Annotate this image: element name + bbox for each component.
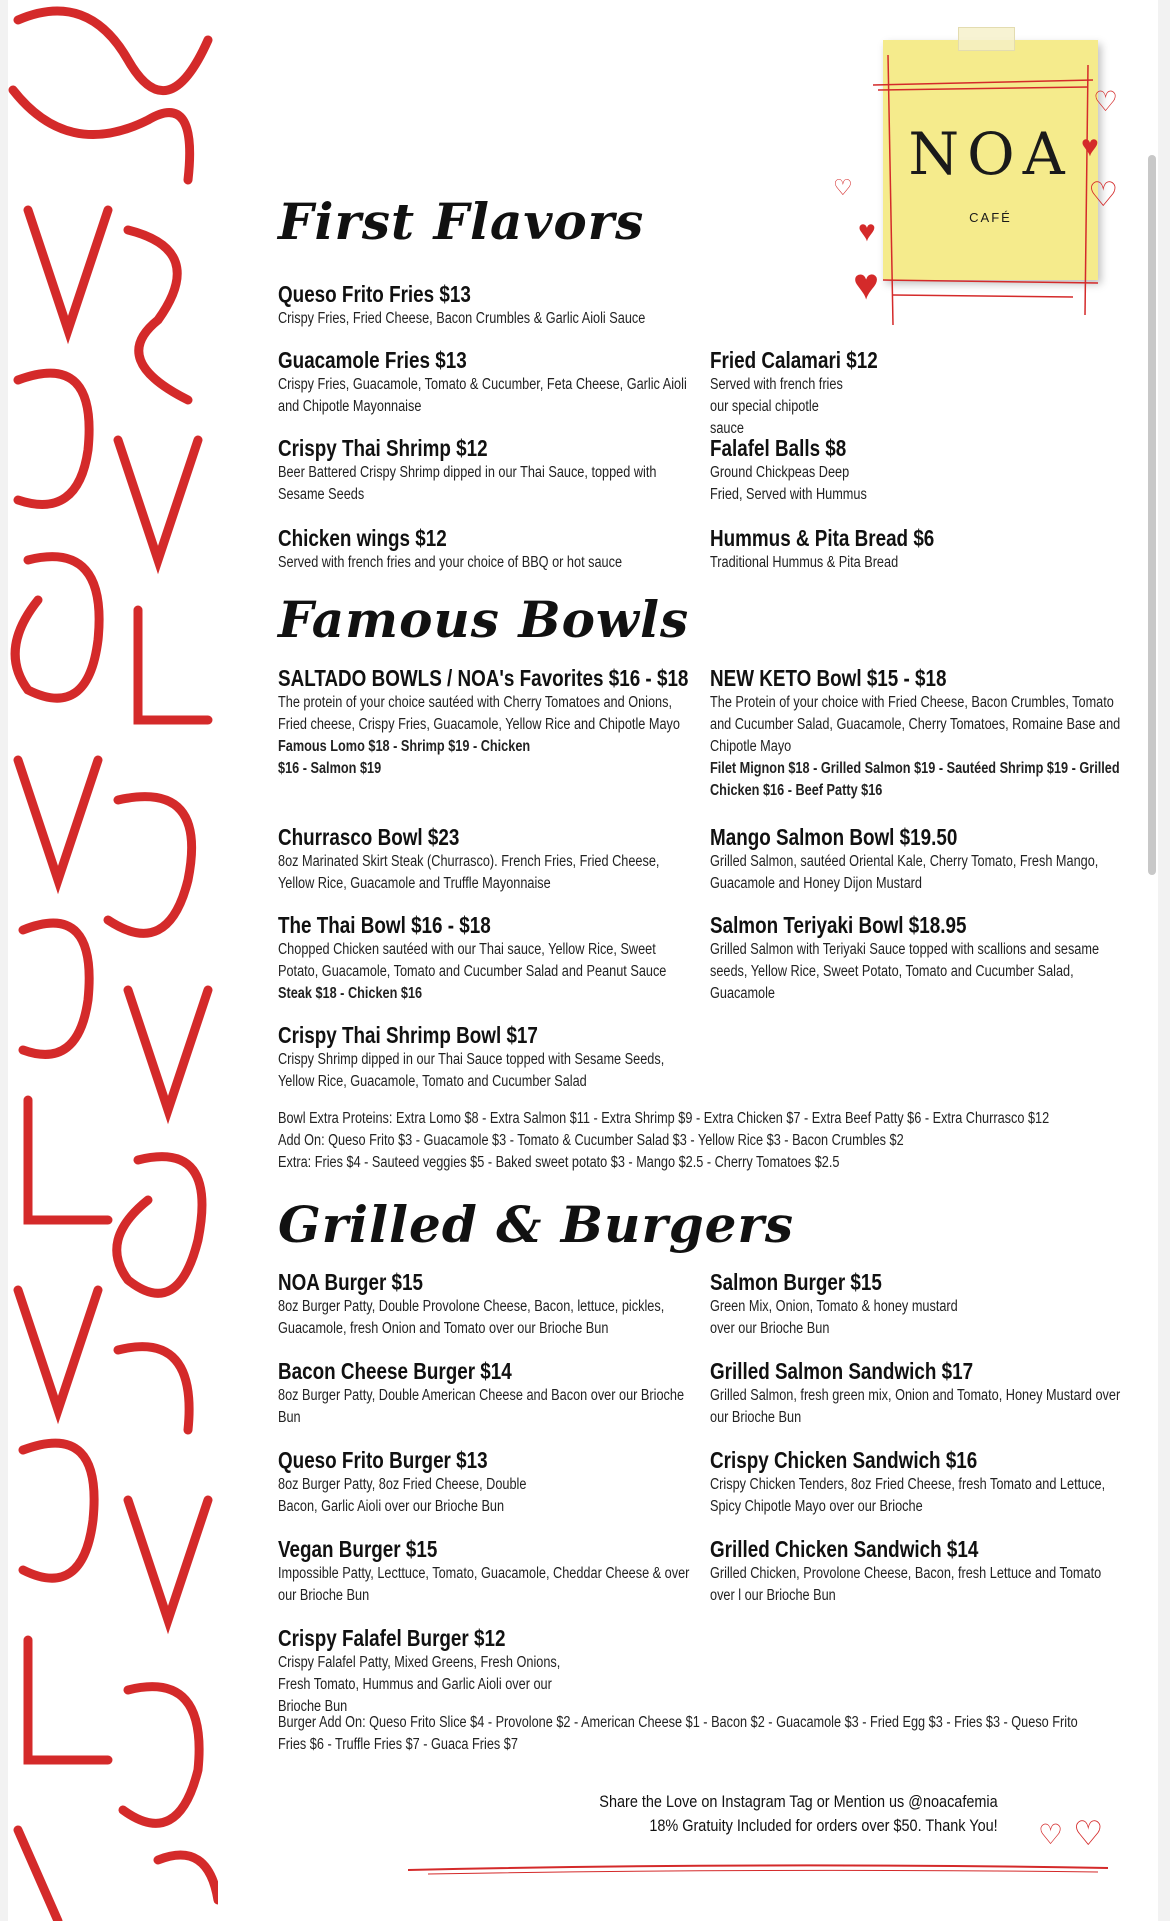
item-name: Salmon Teriyaki Bowl $18.95 (710, 912, 967, 938)
menu-item (278, 823, 698, 895)
menu-item (278, 434, 698, 506)
item-prices: Steak $18 - Chicken $16 (278, 985, 423, 1002)
item-name: Queso Frito Burger $13 (278, 1447, 488, 1473)
item-desc: Crispy Falafel Patty, Mixed Greens, Fresh Onions, Fresh Tomato, Hummus and Garlic Aioli over our Brioche Bun (278, 1654, 561, 1715)
love-pattern-decoration (8, 0, 218, 1921)
item-desc: 8oz Burger Patty, Double Provolone Cheese, Bacon, lettuce, pickles, Guacamole, fresh Onion and Tomato over our Brioche Bun (278, 1298, 665, 1337)
item-desc: Grilled Salmon, fresh green mix, Onion and Tomato, Honey Mustard over our Brioche Bun (710, 1387, 1121, 1426)
item-desc: Crispy Shrimp dipped in our Thai Sauce topped with Sesame Seeds, Yellow Rice, Guacamole, Tomato and Cucumber Salad (278, 1051, 665, 1090)
heart-icon: ♥ (853, 260, 880, 309)
heart-icon: ♡ (1093, 86, 1119, 117)
footer-instagram: Share the Love on Instagram Tag or Mention us @noacafemia (599, 1792, 998, 1811)
menu-item (278, 911, 698, 1005)
item-desc: 8oz Burger Patty, Double American Cheese and Bacon over our Brioche Bun (278, 1387, 685, 1426)
burger-addon: Burger Add On: Queso Frito Slice $4 - Provolone $2 - American Cheese $1 - Bacon $2 - Guacamole $3 - Fried Egg $3 - Fries $3 - Queso Frito Fries $6 - Truffle Fries $7 - Guaca Fries $7 (278, 1714, 1078, 1753)
item-desc: Green Mix, Onion, Tomato & honey mustard over our Brioche Bun (710, 1298, 958, 1337)
menu-item (710, 911, 1130, 1005)
item-desc: Traditional Hummus & Pita Bread (710, 554, 899, 571)
footer-gratuity: 18% Gratuity Included for orders over $50. Thank You! (649, 1816, 998, 1835)
heart-icon: ♡ (1088, 176, 1119, 214)
item-desc: The protein of your choice sautéed with Cherry Tomatoes and Onions, Fried cheese, Crispy Fries, Guacamole, Yellow Rice and Chipotle Mayo (278, 694, 680, 733)
menu-item (710, 346, 1130, 440)
menu-item (278, 1268, 698, 1340)
item-desc: The Protein of your choice with Fried Cheese, Bacon Crumbles, Tomato and Cucumber Salad, Guacamole, Cherry Tomatoes, Romaine Base and Chipotle Mayo (710, 694, 1121, 755)
menu-item (710, 1268, 1130, 1340)
item-name: NEW KETO Bowl $15 - $18 (710, 665, 947, 691)
item-name: Crispy Falafel Burger $12 (278, 1625, 506, 1651)
item-name: Grilled Chicken Sandwich $14 (710, 1536, 979, 1562)
item-desc: 8oz Marinated Skirt Steak (Churrasco). French Fries, Fried Cheese, Yellow Rice, Guacamole and Truffle Mayonnaise (278, 853, 660, 892)
scrollbar[interactable] (1148, 155, 1156, 875)
item-name: Churrasco Bowl $23 (278, 824, 460, 850)
noa-cafe-logo (833, 35, 1119, 309)
heart-icon: ♥ (1081, 130, 1099, 163)
section-title-first-flavors: First Flavors (278, 192, 645, 251)
item-desc: Grilled Salmon, sautéed Oriental Kale, Cherry Tomato, Fresh Mango, Guacamole and Honey Dijon Mustard (710, 853, 1099, 892)
menu-item (278, 664, 698, 780)
menu-item (710, 1535, 1130, 1607)
item-name: Bacon Cheese Burger $14 (278, 1358, 512, 1384)
heart-icon: ♡ (1038, 1819, 1064, 1850)
menu-item (710, 1446, 1130, 1518)
item-name: SALTADO BOWLS / NOA's Favorites $16 - $18 (278, 665, 689, 691)
item-desc: Crispy Fries, Fried Cheese, Bacon Crumbles & Garlic Aioli Sauce (278, 310, 646, 327)
item-desc: Served with french fries and your choice of BBQ or hot sauce (278, 554, 623, 571)
item-desc: Served with french fries our special chipotle sauce (710, 376, 843, 437)
item-name: Crispy Chicken Sandwich $16 (710, 1447, 978, 1473)
menu-item (710, 1357, 1130, 1429)
heart-icon: ♡ (1073, 1815, 1104, 1853)
item-desc: Ground Chickpeas Deep Fried, Served with Hummus (710, 464, 867, 503)
item-desc: 8oz Burger Patty, 8oz Fried Cheese, Double Bacon, Garlic Aioli over our Brioche Bun (278, 1476, 527, 1515)
menu-item (278, 1535, 698, 1607)
item-name: Grilled Salmon Sandwich $17 (710, 1358, 974, 1384)
item-prices: Filet Mignon $18 - Grilled Salmon $19 - Sautéed Shrimp $19 - Grilled Chicken $16 - Beef Patty $16 (710, 760, 1120, 799)
item-name: Hummus & Pita Bread $6 (710, 525, 935, 551)
menu-item (710, 434, 1130, 506)
item-name: Crispy Thai Shrimp Bowl $17 (278, 1022, 538, 1048)
menu-page (8, 0, 1158, 1921)
menu-item (278, 524, 698, 574)
logo-subtitle: CAFÉ (969, 210, 1012, 225)
item-name: Vegan Burger $15 (278, 1536, 438, 1562)
item-name: Salmon Burger $15 (710, 1269, 882, 1295)
extras-line: Bowl Extra Proteins: Extra Lomo $8 - Extra Salmon $11 - Extra Shrimp $9 - Extra Chicken $7 - Extra Beef Patty $6 - Extra Churrasco $12 (278, 1110, 1050, 1127)
menu-item (710, 664, 1130, 802)
section-title-grilled-burgers: Grilled & Burgers (278, 1195, 794, 1254)
menu-item (278, 1021, 698, 1093)
item-desc: Impossible Patty, Lecttuce, Tomato, Guacamole, Cheddar Cheese & over our Brioche Bun (278, 1565, 690, 1604)
item-name: Crispy Thai Shrimp $12 (278, 435, 488, 461)
item-prices: Famous Lomo $18 - Shrimp $19 - Chicken $16 - Salmon $19 (278, 738, 531, 777)
menu-item (278, 280, 698, 330)
bowl-extras (278, 1108, 1050, 1174)
item-desc: Beer Battered Crispy Shrimp dipped in our Thai Sauce, topped with Sesame Seeds (278, 464, 657, 503)
item-name: Chicken wings $12 (278, 525, 447, 551)
item-desc: Grilled Salmon with Teriyaki Sauce topped with scallions and sesame seeds, Yellow Rice, Sweet Potato, Tomato and Cucumber Salad, Guacamole (710, 941, 1100, 1002)
menu-item (278, 1357, 698, 1429)
menu-item (710, 524, 1130, 574)
item-desc: Chopped Chicken sautéed with our Thai sauce, Yellow Rice, Sweet Potato, Guacamole, Tomato and Cucumber Salad and Peanut Sauce (278, 941, 667, 980)
item-name: Guacamole Fries $13 (278, 347, 467, 373)
extras-line: Add On: Queso Frito $3 - Guacamole $3 - Tomato & Cucumber Salad $3 - Yellow Rice $3 - Bacon Crumbles $2 (278, 1132, 904, 1149)
item-name: NOA Burger $15 (278, 1269, 423, 1295)
item-name: Queso Frito Fries $13 (278, 281, 471, 307)
menu-item (710, 823, 1130, 895)
item-desc: Crispy Fries, Guacamole, Tomato & Cucumber, Feta Cheese, Garlic Aioli and Chipotle Mayonnaise (278, 376, 687, 415)
heart-icon: ♡ (833, 175, 853, 200)
logo-sketch-lines (863, 35, 1103, 335)
item-desc: Grilled Chicken, Provolone Cheese, Bacon, fresh Lettuce and Tomato over l our Brioche Bun (710, 1565, 1102, 1604)
footer-note (600, 1790, 998, 1838)
item-name: Mango Salmon Bowl $19.50 (710, 824, 958, 850)
item-name: Falafel Balls $8 (710, 435, 847, 461)
section-title-famous-bowls: Famous Bowls (278, 590, 690, 649)
footer-divider (408, 1860, 1108, 1880)
heart-icon: ♥ (858, 215, 876, 248)
logo-name: NOA (908, 120, 1073, 188)
menu-item (278, 1446, 698, 1518)
item-desc: Crispy Chicken Tenders, 8oz Fried Cheese, fresh Tomato and Lettuce, Spicy Chipotle Mayo over our Brioche (710, 1476, 1106, 1515)
menu-item (278, 346, 698, 418)
item-name: The Thai Bowl $16 - $18 (278, 912, 491, 938)
item-name: Fried Calamari $12 (710, 347, 878, 373)
extras-line: Extra: Fries $4 - Sauteed veggies $5 - Baked sweet potato $3 - Mango $2.5 - Cherry Tomatoes $2.5 (278, 1154, 840, 1171)
menu-item (278, 1624, 698, 1718)
